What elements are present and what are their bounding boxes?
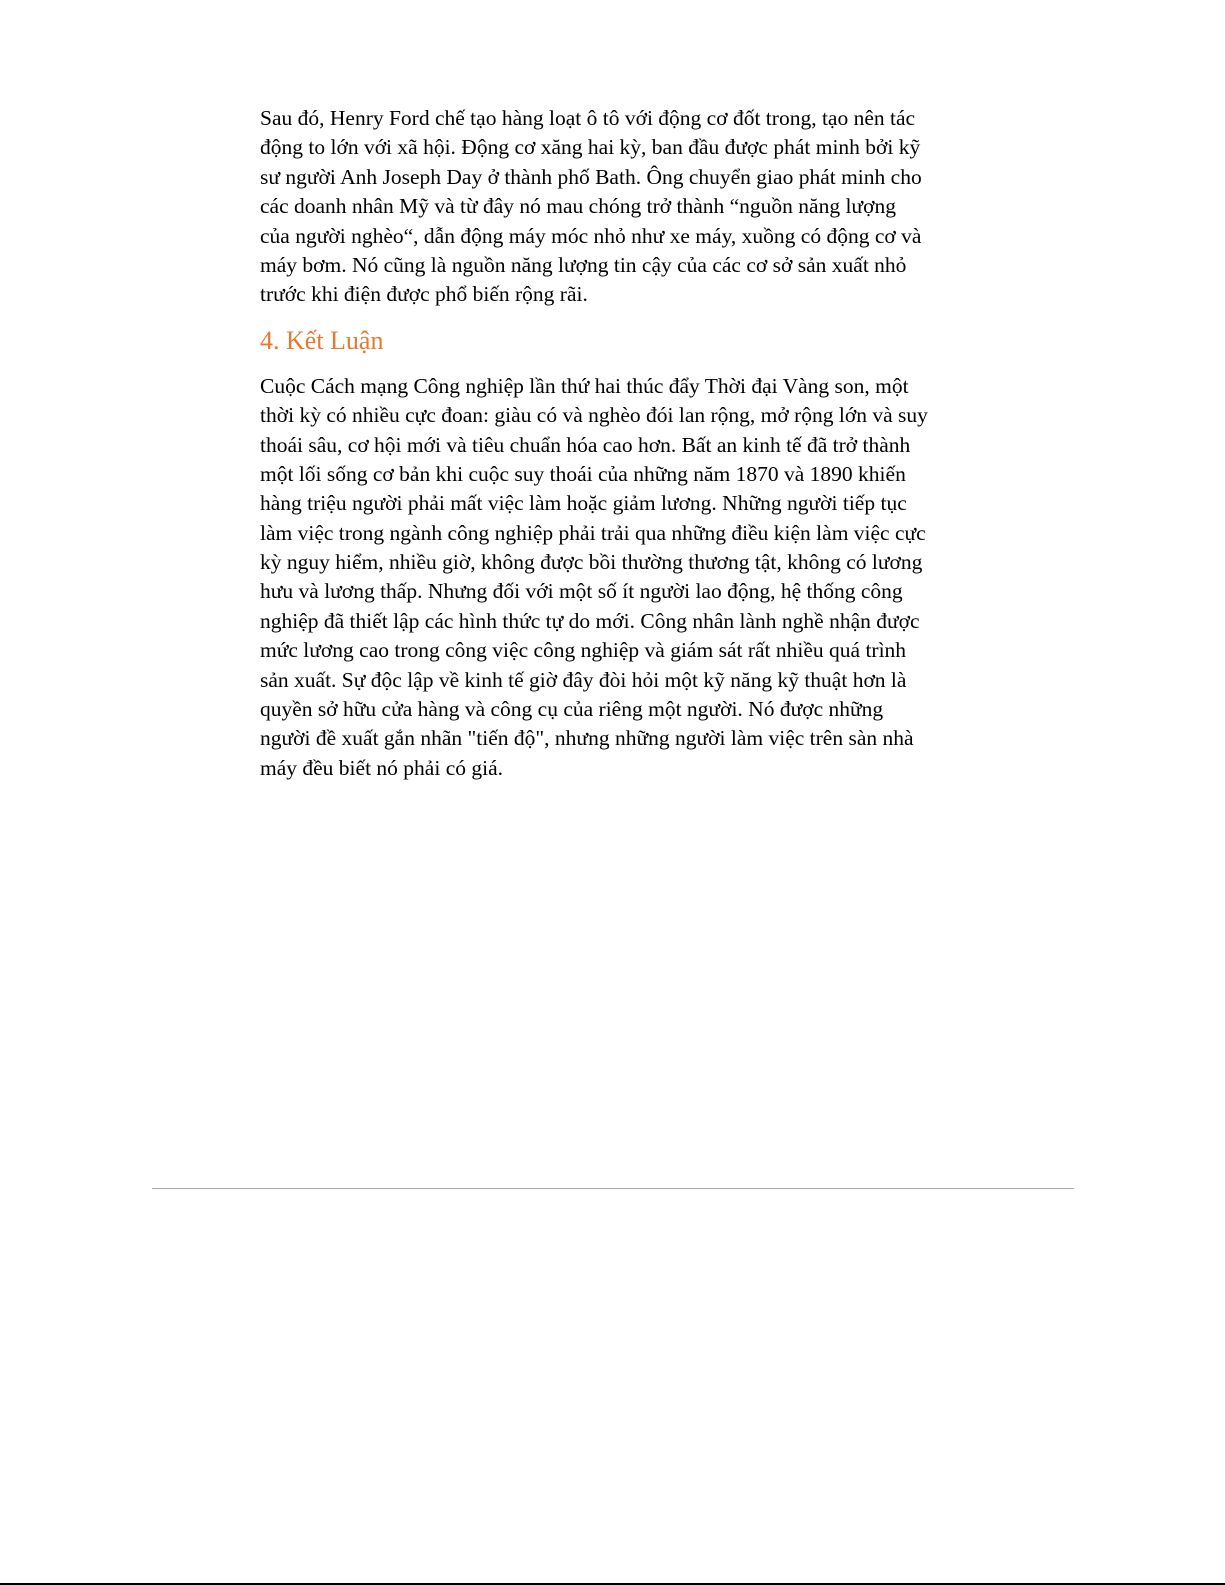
text-line: động to lớn với xã hội. Động cơ xăng hai kỳ, ban đầu được phát minh bởi kỹ (260, 135, 921, 160)
paragraph-engine-history (260, 104, 960, 310)
text-line: thoái sâu, cơ hội mới và tiêu chuẩn hóa cao hơn. Bất an kinh tế đã trở thành (260, 432, 911, 457)
text-line: hàng triệu người phải mất việc làm hoặc giảm lương. Những người tiếp tục (260, 491, 907, 516)
document-page (260, 104, 960, 783)
text-line: quyền sở hữu cửa hàng và công cụ của riêng một người. Nó được những (260, 697, 884, 722)
text-line: mức lương cao trong công việc công nghiệp và giám sát rất nhiều quá trình (260, 638, 907, 663)
text-line: Cuộc Cách mạng Công nghiệp lần thứ hai thúc đẩy Thời đại Vàng son, một (260, 373, 909, 398)
text-line: người đề xuất gắn nhãn "tiến độ", nhưng những người làm việc trên sàn nhà (260, 726, 914, 751)
section-heading: 4. Kết Luận (260, 325, 384, 355)
text-line: kỳ nguy hiểm, nhiều giờ, không được bồi thường thương tật, không có lương (260, 550, 923, 575)
text-line: máy bơm. Nó cũng là nguồn năng lượng tin cậy của các cơ sở sản xuất nhỏ (260, 252, 907, 277)
text-line: làm việc trong ngành công nghiệp phải trải qua những điều kiện làm việc cực (260, 520, 926, 545)
text-line: thời kỳ có nhiều cực đoan: giàu có và nghèo đói lan rộng, mở rộng lớn và suy (260, 403, 928, 428)
text-line: các doanh nhân Mỹ và từ đây nó mau chóng trở thành “nguồn năng lượng (260, 194, 896, 219)
text-line: hưu và lương thấp. Nhưng đối với một số ít người lao động, hệ thống công (260, 579, 903, 604)
text-line: một lối sống cơ bản khi cuộc suy thoái của những năm 1870 và 1890 khiến (260, 461, 906, 486)
text-line: sản xuất. Sự độc lập về kinh tế giờ đây đòi hỏi một kỹ năng kỹ thuật hơn là (260, 667, 907, 692)
footer-divider (152, 1188, 1074, 1189)
text-line: trước khi điện được phổ biến rộng rãi. (260, 282, 588, 307)
paragraph-conclusion (260, 372, 960, 783)
text-line: máy đều biết nó phải có giá. (260, 755, 503, 780)
text-line: của người nghèo“, dẫn động máy móc nhỏ như xe máy, xuồng có động cơ và (260, 223, 922, 248)
text-line: sư người Anh Joseph Day ở thành phố Bath. Ông chuyển giao phát minh cho (260, 164, 922, 189)
text-line: Sau đó, Henry Ford chế tạo hàng loạt ô tô với động cơ đốt trong, tạo nên tác (260, 106, 916, 130)
text-line: nghiệp đã thiết lập các hình thức tự do mới. Công nhân lành nghề nhận được (260, 608, 920, 633)
